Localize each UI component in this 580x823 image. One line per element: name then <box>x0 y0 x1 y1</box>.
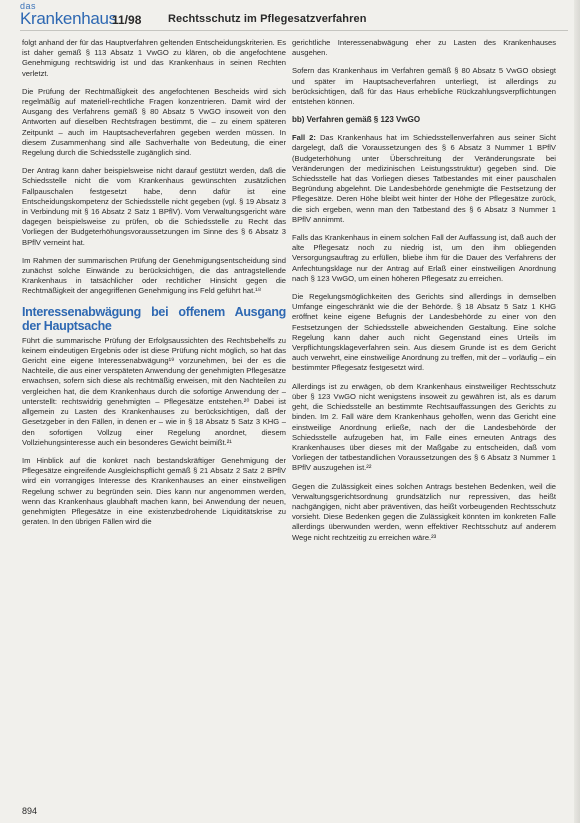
page-edge <box>574 0 580 823</box>
journal-logo: Krankenhaus <box>20 9 117 28</box>
paragraph: Gegen die Zulässigkeit eines solchen Antrags bestehen Bedenken, weil die Verwaltungsgerichtsordnung grundsätzlich nur repressiven, das heißt nachgängigen, nicht aber präventiven, das heißt vorbeugenden Rechtsschutz vorsieht. Diese Bedenken gegen die Zulässigkeit könnten im konkreten Falle allerdings überwunden werden, wenn effektiver Rechtsschutz auf anderem Wege nicht rechtzeitig zu erreichen wäre.²³ <box>292 481 556 542</box>
page-header <box>0 0 580 40</box>
paragraph: Im Hinblick auf die konkret nach bestandskräftiger Genehmigung der Pflegesätze eingreifende Ausgleichspflicht gemäß § 21 Absatz 2 Satz 2 BPflV wird ein vorrangiges Interesse des Krankenhauses an einer einstweiligen Regelung schwer zu begründen sein. Dies kann nur angenommen werden, wenn das Krankenhaus glaubhaft machen kann, bei Anwendung der neuen, genehmigten Pflegesätze in eine existenzbedrohende Liquiditätskrise zu geraten. In den übrigen Fällen wird die <box>22 455 286 527</box>
issue-number: 11/98 <box>112 13 142 27</box>
right-column <box>292 38 556 551</box>
paragraph: Führt die summarische Prüfung der Erfolgsaussichten des Rechtsbehelfs zu keinem eindeutigen Ergebnis oder ist diese Prüfung nicht möglich, so hat das Gericht eine eigene Interessenabwägung¹⁹ vorzunehmen, bei der es die Nachteile, die aus einer verspäteten Anwendung der genehmigten Pflegesätze erwachsen, sofern sich diese als rechtmäßig erweisen, mit den Nachteilen zu vergleichen hat, die dem Krankenhaus durch die sofortige Anwendung der – unterstellt: rechtswidrig genehmigten – Pflegesätze entstehen.²⁰ Dabei ist allgemein zu Lasten des Krankenhauses zu berücksichtigen, daß der Gesetzgeber in den Fällen, in denen er – wie in § 18 Absatz 5 Satz 3 KHG – den sofortigen Vollzug einer Regelung anordnet, diesem Vollziehungsinteresse auch ein besonderes Gewicht beimißt.²¹ <box>22 335 286 447</box>
paragraph: Die Prüfung der Rechtmäßigkeit des angefochtenen Bescheids wird sich regelmäßig auf materiell-rechtliche Fragen konzentrieren. Damit wird der Ausgang des Verfahrens gemäß § 80 Absatz 5 VwGO insoweit von den Antworten auf dieselben Rechtsfragen bestimmt, die – zu einem späteren Zeitpunkt – auch im Hauptsacheverfahren gegeben werden müssen. In diesem Zusammenhang sind alle Sachverhalte von Bedeutung, die einer Regelung durch die Schiedsstelle zugänglich sind. <box>22 86 286 158</box>
paragraph: Falls das Krankenhaus in einem solchen Fall der Auffassung ist, daß auch der alte Pflegesatz noch zu niedrig ist, um den ihm obliegenden Versorgungsauftrag zu erfüllen, bliebe ihm für die Dauer des Verfahrens der Anfechtungsklage nur der Antrag auf Erlaß einer einstweiligen Anordnung nach § 123 VwGO, um einen höheren Pflegesatz zu erreichen. <box>292 233 556 283</box>
journal-logo-prefix: das <box>20 1 37 11</box>
case-paragraph <box>292 133 556 225</box>
section-heading: Interessenabwägung bei offenem Ausgang der Hauptsache <box>22 304 286 333</box>
paragraph: Allerdings ist zu erwägen, ob dem Krankenhaus einstweiliger Rechtsschutz über § 123 VwGO nicht wenigstens insoweit zu gewähren ist, als es darum geht, die Schiedsstelle an bestimmte Rechtsauffassungen des Gerichts zu binden. Im 2. Fall wäre dem Krankenhaus geholfen, wenn das Gericht eine einstweilige Anordnung erließe, nach der die Landesbehörde der Schiedsstelle aufzugeben hat, im Falle eines erneuten Antrags des Krankenhauses über dieses mit der Maßgabe zu entscheiden, daß vom Vorliegen der tatbestandlichen Voraussetzungen des § 6 Absatz 3 Nummer 1 BPflV auszugehen ist.²² <box>292 381 556 473</box>
left-column <box>22 38 286 535</box>
running-title: Rechtsschutz im Pflegesatzverfahren <box>168 13 367 25</box>
page-number: 894 <box>22 806 38 816</box>
paragraph: Die Regelungsmöglichkeiten des Gerichts sind allerdings in demselben Umfange eingeschränkt wie die der Behörde. § 18 Absatz 5 Satz 1 KHG eröffnet keine eigene Befugnis der Landesbehörde zu einer von den Festsetzungen der Schiedsstelle abweichenden Gestaltung. Eine solche Regelung kann daher auch nicht Gegenstand eines Urteils im Verpflichtungsklageverfahren sein. Aus diesem Grunde ist es dem Gericht auch verwehrt, eine einstweilige Anordnung zu treffen, mit der – vorläufig – ein bestimmter Pflegesatz festgesetzt wird. <box>292 292 556 373</box>
paragraph: folgt anhand der für das Hauptverfahren geltenden Entscheidungskriterien. Es ist daher gemäß § 113 Absatz 1 VwGO zu klären, ob die angefochtene Genehmigung rechtswidrig ist und das Krankenhaus in seinen Rechten verletzt. <box>22 38 286 78</box>
paragraph: Der Antrag kann daher beispielsweise nicht darauf gestützt werden, daß die Schiedsstelle nicht die vom Krankenhaus gewünschten zusätzlichen Fallpauschalen festgesetzt habe, denn dafür ist eine Entscheidungskompetenz der Schiedsstelle nicht gegeben (vgl. § 19 Absatz 3 in Verbindung mit § 16 Absatz 2 Satz 1 BPflV). Vom Verwaltungsgericht wäre dagegen beispielsweise zu prüfen, ob die Schiedsstelle zu Recht das Vorliegen der Budgeterhöhungsvoraussetzungen im Sinne des § 6 Absatz 3 BPflV verneint hat. <box>22 166 286 247</box>
paragraph: Im Rahmen der summarischen Prüfung der Genehmigungsentscheidung sind zunächst solche Einwände zu berücksichtigen, die das antragstellende Krankenhaus in tatsächlicher oder rechtlicher Hinsicht gegen die Rechtmäßigkeit der angegriffenen Genehmigung ins Feld geführt hat.¹⁸ <box>22 255 286 296</box>
header-rule <box>20 30 568 31</box>
subsection-heading: bb) Verfahren gemäß § 123 VwGO <box>292 115 421 125</box>
case-label: Fall 2: <box>292 133 316 143</box>
paragraph: Sofern das Krankenhaus im Verfahren gemäß § 80 Absatz 5 VwGO obsiegt und später im Hauptsacheverfahren unterliegt, ist allerdings zu berücksichtigen, daß für das Haus erhebliche Rückzahlungsverpflichtungen entstehen können. <box>292 66 556 107</box>
paragraph: gerichtliche Interessenabwägung eher zu Lasten des Krankenhauses ausgehen. <box>292 38 556 58</box>
case-text: Das Krankenhaus hat im Schiedsstellenverfahren aus seiner Sicht dargelegt, daß die Voraussetzungen des § 6 Absatz 3 Nummer 1 BPflV (Budgeterhöhung unter Überschreitung der Veränderungsrate bei Veränderungen der medizinischen Leistungsstruktur) gegeben sind. Die Schiedsstelle hat das Vorliegen dieses Tatbestandes mit einer pauschalen Begründung abgelehnt. Die Landesbehörde genehmigte die Festsetzung der Pflegesätze. Deren Höhe bleibt weit hinter der Höhe der Pflegesätze zurück, die sich ergeben, wenn man den Tatbestand des § 6 Absatz 3 Nummer 1 BPflV annimmt. <box>292 133 556 224</box>
